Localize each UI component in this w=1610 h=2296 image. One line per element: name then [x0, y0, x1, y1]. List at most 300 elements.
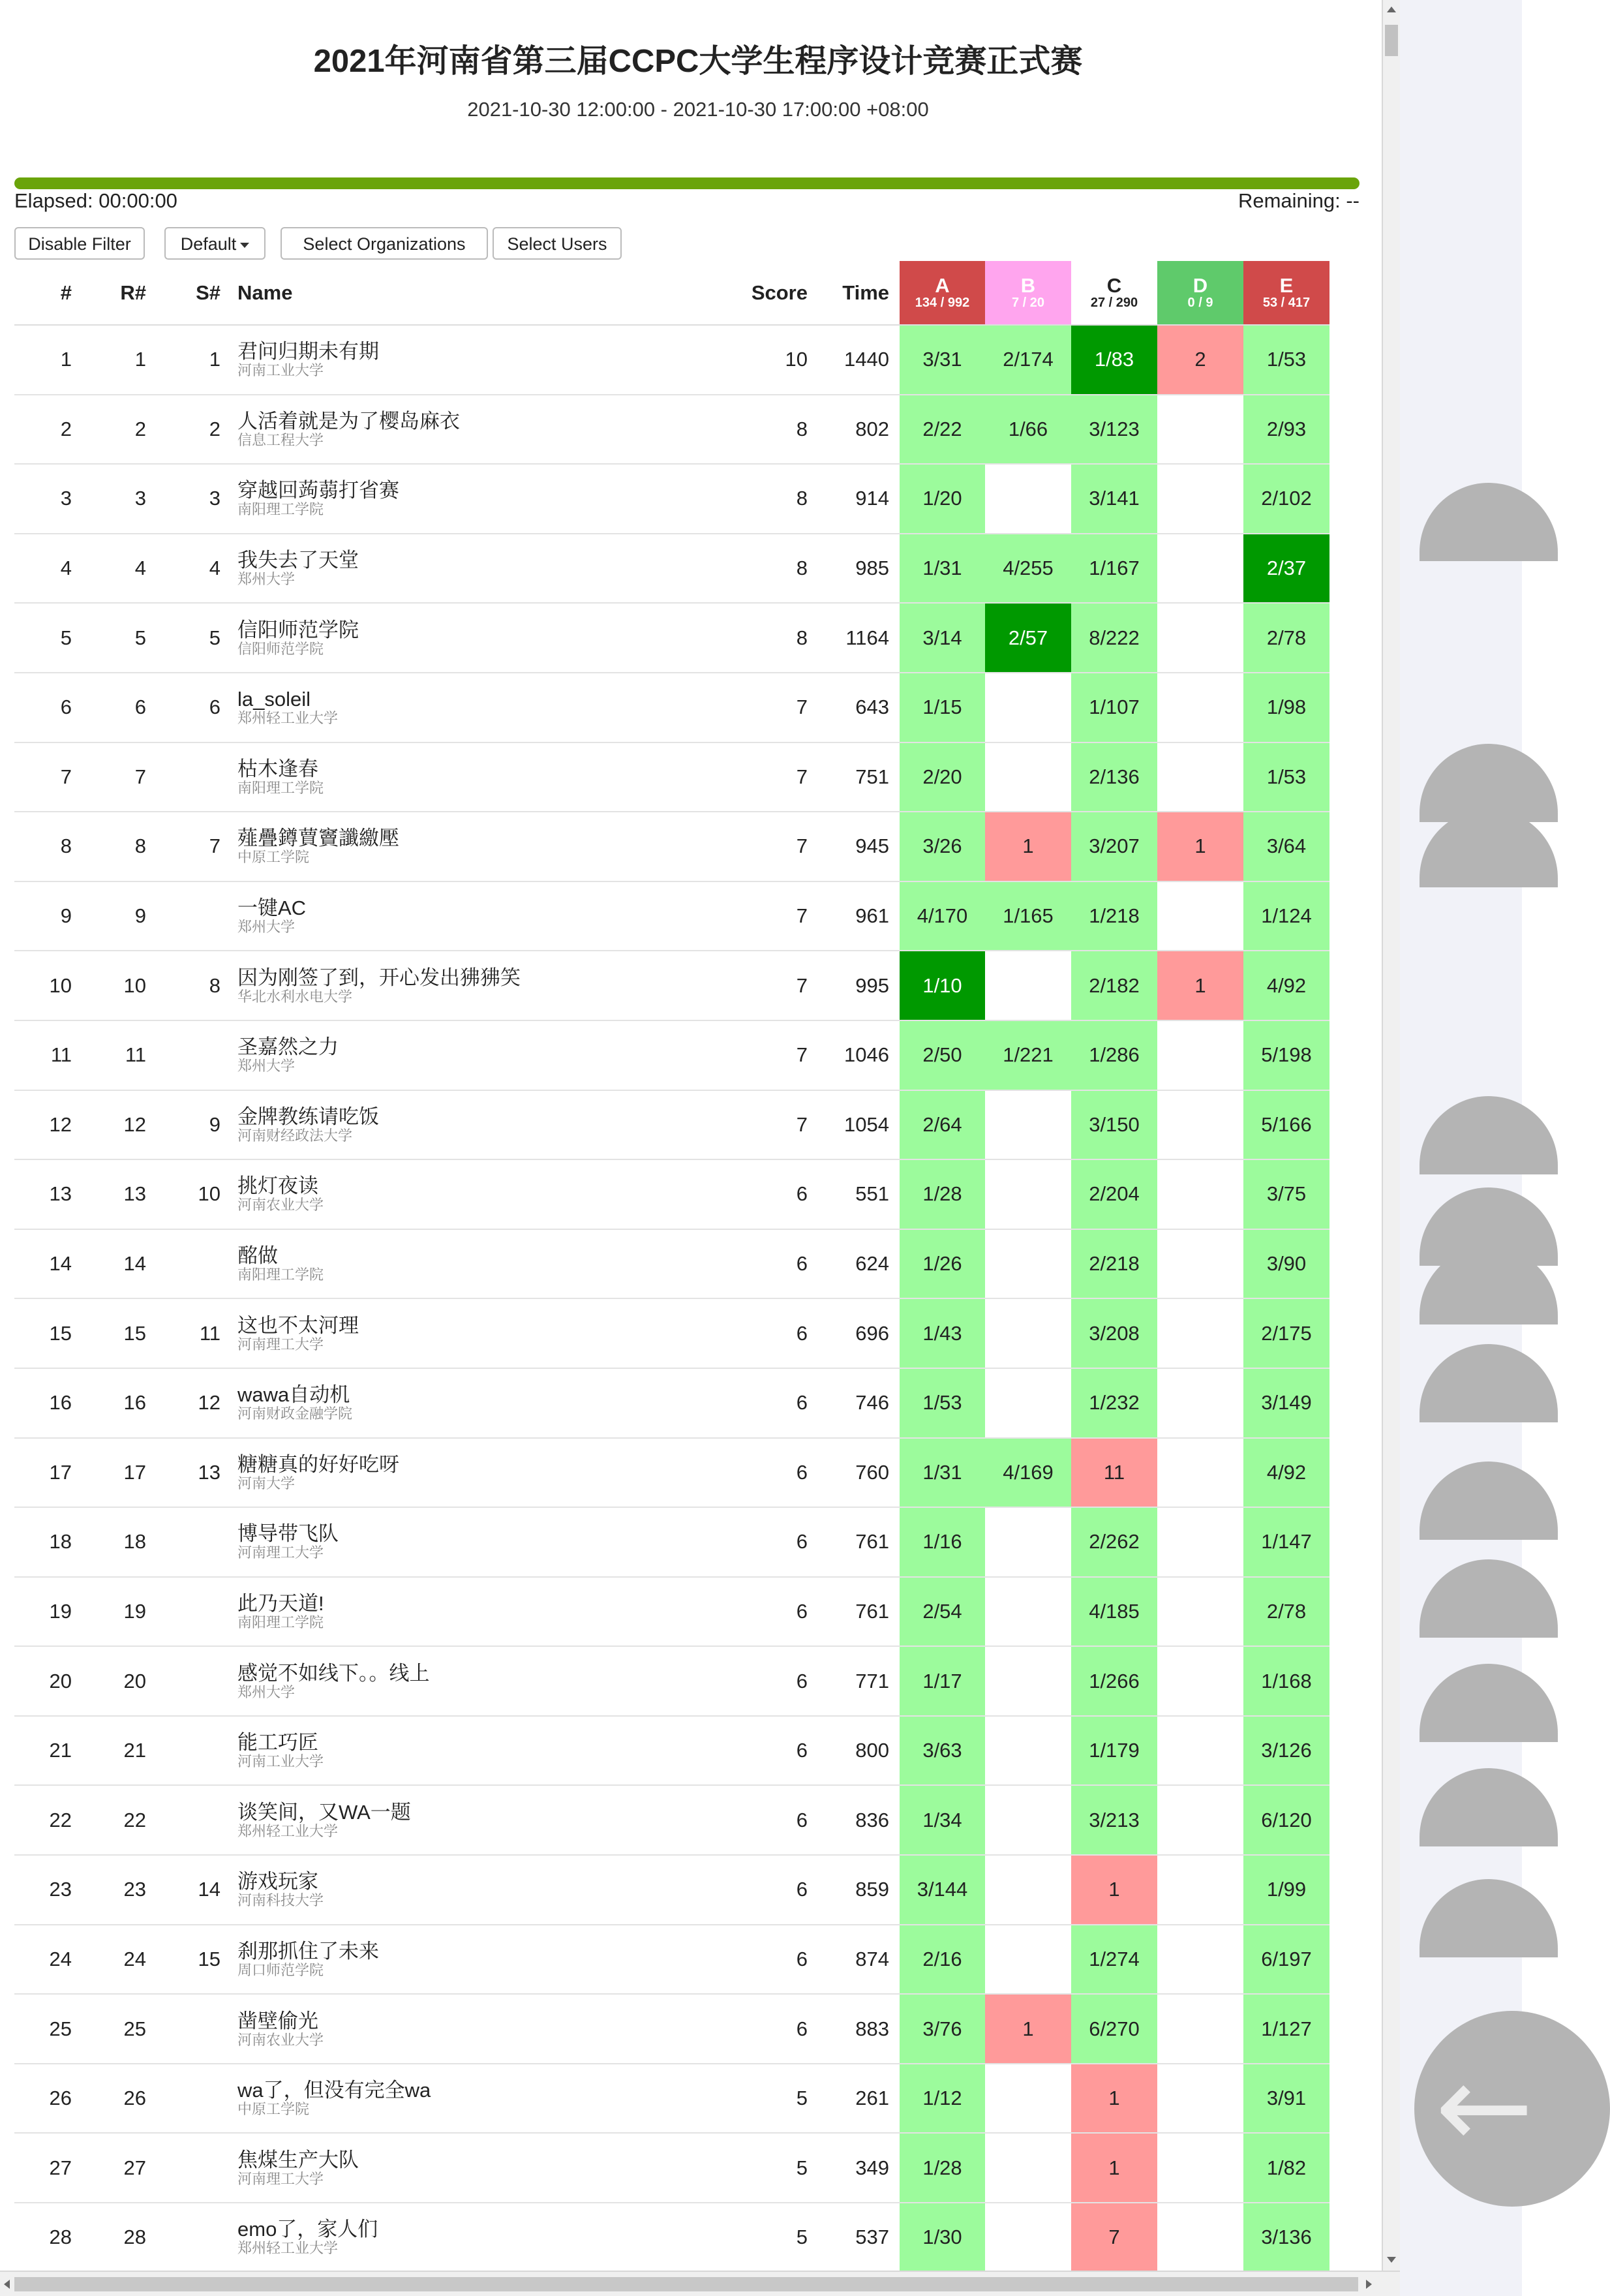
- team-name-cell[interactable]: [223, 603, 748, 673]
- problem-result-cell[interactable]: [985, 1646, 1071, 1716]
- problem-result-cell[interactable]: [985, 1785, 1071, 1855]
- problem-result-cell[interactable]: 5/198: [1243, 1020, 1329, 1090]
- team-name-cell[interactable]: [223, 1994, 748, 2064]
- problem-result-cell[interactable]: [985, 1159, 1071, 1229]
- team-name[interactable]: 金牌教练请吃饭: [237, 1105, 379, 1128]
- problem-header-e[interactable]: [1243, 261, 1329, 325]
- problem-result-cell[interactable]: [1157, 1577, 1243, 1647]
- problem-result-cell[interactable]: 3/141: [1071, 464, 1157, 534]
- s-rank-cell: 11: [160, 1298, 223, 1368]
- problem-result-cell[interactable]: 2/54: [900, 1577, 985, 1647]
- team-name-cell[interactable]: [223, 1716, 748, 1786]
- rank-cell: 23: [14, 1855, 84, 1925]
- select-users-button[interactable]: Select Users: [493, 227, 622, 260]
- medal-bar: [84, 742, 98, 812]
- team-name-cell[interactable]: [223, 1925, 748, 1995]
- problem-result-cell[interactable]: 1/83: [1071, 325, 1157, 395]
- problem-result-cell[interactable]: 1/16: [900, 1507, 985, 1577]
- team-name-cell[interactable]: [223, 464, 748, 534]
- medal-bar: [84, 2064, 98, 2134]
- problem-result-cell[interactable]: 1/127: [1243, 1994, 1329, 2064]
- problem-result-cell[interactable]: 1/53: [900, 1368, 985, 1438]
- problem-result-cell[interactable]: 1/15: [900, 673, 985, 742]
- medal-bar: [84, 464, 98, 534]
- problem-result-cell[interactable]: 4/255: [985, 534, 1071, 604]
- problem-result-cell[interactable]: 2/64: [900, 1090, 985, 1160]
- team-name[interactable]: 枯木逢春: [237, 757, 318, 780]
- remaining-time: Remaining: --: [1238, 189, 1359, 212]
- problem-result-cell[interactable]: [1157, 1994, 1243, 2064]
- problem-result-cell[interactable]: [1157, 2064, 1243, 2134]
- problem-result-cell[interactable]: 4/92: [1243, 1438, 1329, 1508]
- s-rank-cell: [160, 1716, 223, 1786]
- rank-cell: 22: [14, 1785, 84, 1855]
- penalty-time-cell: 995: [819, 951, 900, 1020]
- problem-result-cell[interactable]: 1/221: [985, 1020, 1071, 1090]
- problem-result-cell[interactable]: 1/53: [1243, 325, 1329, 395]
- problem-result-cell[interactable]: 2/182: [1071, 951, 1157, 1020]
- penalty-time-cell: 349: [819, 2133, 900, 2203]
- problem-result-cell[interactable]: 1/232: [1071, 1368, 1157, 1438]
- penalty-time-cell: 696: [819, 1298, 900, 1368]
- problem-result-cell[interactable]: 1/10: [900, 951, 985, 1020]
- medal-bar: [84, 1507, 98, 1577]
- team-name-cell[interactable]: [223, 812, 748, 881]
- problem-result-cell[interactable]: 2/78: [1243, 603, 1329, 673]
- team-name-cell[interactable]: [223, 1090, 748, 1160]
- r-rank-cell: 14: [98, 1229, 160, 1299]
- problem-result-cell[interactable]: 2/262: [1071, 1507, 1157, 1577]
- problem-result-cell[interactable]: 1/274: [1071, 1925, 1157, 1995]
- problem-result-cell[interactable]: 3/149: [1243, 1368, 1329, 1438]
- problem-result-cell[interactable]: [985, 1855, 1071, 1925]
- score-cell: 7: [748, 881, 819, 951]
- team-name-cell[interactable]: [223, 881, 748, 951]
- problem-result-cell[interactable]: 11: [1071, 1438, 1157, 1508]
- problem-result-cell[interactable]: [1157, 603, 1243, 673]
- problem-result-cell[interactable]: [1157, 673, 1243, 742]
- problem-result-cell[interactable]: 6/197: [1243, 1925, 1329, 1995]
- rank-cell: 9: [14, 881, 84, 951]
- team-name[interactable]: 博导带飞队: [237, 1522, 339, 1546]
- r-rank-cell: 24: [98, 1925, 160, 1995]
- problem-result-cell[interactable]: 3/90: [1243, 1229, 1329, 1299]
- problem-result-cell[interactable]: 1/34: [900, 1785, 985, 1855]
- problem-result-cell[interactable]: [1157, 534, 1243, 604]
- problem-result-cell[interactable]: 2/78: [1243, 1577, 1329, 1647]
- problem-result-cell[interactable]: [1157, 1298, 1243, 1368]
- scoreboard-table: [14, 261, 1329, 2273]
- problem-result-cell[interactable]: 2/204: [1071, 1159, 1157, 1229]
- problem-result-cell[interactable]: [985, 673, 1071, 742]
- team-organization: 河南大学: [237, 1475, 296, 1492]
- rank-cell: 18: [14, 1507, 84, 1577]
- team-name-cell[interactable]: [223, 1159, 748, 1229]
- problem-header-c[interactable]: [1071, 261, 1157, 325]
- team-organization: 河南农业大学: [237, 2031, 324, 2048]
- problem-result-cell[interactable]: 2/175: [1243, 1298, 1329, 1368]
- problem-result-cell[interactable]: 1/266: [1071, 1646, 1157, 1716]
- problem-result-cell[interactable]: 2/20: [900, 742, 985, 812]
- problem-result-cell[interactable]: 3/150: [1071, 1090, 1157, 1160]
- score-cell: 7: [748, 1020, 819, 1090]
- disable-filter-button[interactable]: Disable Filter: [14, 227, 145, 260]
- team-name-cell[interactable]: [223, 2064, 748, 2134]
- r-rank-cell: 7: [98, 742, 160, 812]
- team-name-cell[interactable]: [223, 673, 748, 742]
- problem-result-cell[interactable]: [985, 1368, 1071, 1438]
- problem-result-cell[interactable]: 1/17: [900, 1646, 985, 1716]
- table-row[interactable]: [14, 1368, 1329, 1438]
- team-name[interactable]: 信阳师范学院: [237, 618, 359, 641]
- problem-result-cell[interactable]: 2/57: [985, 603, 1071, 673]
- header-r: R#: [98, 261, 160, 325]
- problem-result-cell[interactable]: 8/222: [1071, 603, 1157, 673]
- team-name-cell[interactable]: [223, 1785, 748, 1855]
- problem-result-cell[interactable]: 1/26: [900, 1229, 985, 1299]
- problem-result-cell[interactable]: [1157, 1716, 1243, 1786]
- rank-cell: 25: [14, 1994, 84, 2064]
- problem-result-cell[interactable]: [1157, 742, 1243, 812]
- rank-cell: 27: [14, 2133, 84, 2203]
- problem-result-cell[interactable]: [1157, 1020, 1243, 1090]
- team-name[interactable]: 挑灯夜读: [237, 1174, 318, 1198]
- table-row[interactable]: [14, 1855, 1329, 1925]
- problem-result-cell[interactable]: 4/92: [1243, 951, 1329, 1020]
- problem-result-cell[interactable]: 1/147: [1243, 1507, 1329, 1577]
- team-name[interactable]: 凿壁偷光: [237, 2009, 318, 2032]
- problem-result-cell[interactable]: [1157, 1438, 1243, 1508]
- table-row[interactable]: [14, 1020, 1329, 1090]
- rank-cell: 13: [14, 1159, 84, 1229]
- problem-result-cell[interactable]: 6/120: [1243, 1785, 1329, 1855]
- problem-result-cell[interactable]: [1157, 2133, 1243, 2203]
- score-cell: 6: [748, 1507, 819, 1577]
- team-name-cell[interactable]: [223, 1298, 748, 1368]
- horizontal-scroll-thumb[interactable]: [14, 2277, 1358, 2291]
- table-row[interactable]: [14, 1577, 1329, 1647]
- problem-result-cell[interactable]: 3/136: [1243, 2203, 1329, 2273]
- team-name[interactable]: 此乃天道!: [237, 1591, 324, 1615]
- select-organizations-button[interactable]: Select Organizations: [281, 227, 488, 260]
- problem-result-cell[interactable]: 1/43: [900, 1298, 985, 1368]
- score-cell: 6: [748, 1785, 819, 1855]
- problem-result-cell[interactable]: 2/50: [900, 1020, 985, 1090]
- s-rank-cell: 10: [160, 1159, 223, 1229]
- problem-result-cell[interactable]: 4/170: [900, 881, 985, 951]
- team-organization: 中原工学院: [237, 2101, 310, 2118]
- rank-cell: 19: [14, 1577, 84, 1647]
- problem-result-cell[interactable]: [985, 1229, 1071, 1299]
- problem-result-cell[interactable]: [985, 1090, 1071, 1160]
- team-organization: 河南工业大学: [237, 1753, 324, 1770]
- problem-result-cell[interactable]: 1: [985, 812, 1071, 881]
- contest-time-range: 2021-10-30 12:00:00 - 2021-10-30 17:00:00 +08:00: [467, 98, 929, 121]
- table-row[interactable]: [14, 742, 1329, 812]
- team-name[interactable]: la_soleil: [237, 688, 311, 711]
- problem-result-cell[interactable]: 2: [1157, 325, 1243, 395]
- s-rank-cell: [160, 1229, 223, 1299]
- problem-result-cell[interactable]: 1/167: [1071, 534, 1157, 604]
- problem-result-cell[interactable]: [1157, 1507, 1243, 1577]
- problem-result-cell[interactable]: [1157, 1855, 1243, 1925]
- team-name-cell[interactable]: [223, 1855, 748, 1925]
- problem-result-cell[interactable]: 3/91: [1243, 2064, 1329, 2134]
- table-row[interactable]: [14, 1994, 1329, 2064]
- team-name-cell[interactable]: [223, 1020, 748, 1090]
- problem-result-cell[interactable]: 3/14: [900, 603, 985, 673]
- r-rank-cell: 25: [98, 1994, 160, 2064]
- table-row[interactable]: [14, 951, 1329, 1020]
- problem-result-cell[interactable]: [985, 1298, 1071, 1368]
- table-row[interactable]: [14, 1507, 1329, 1577]
- team-name-cell[interactable]: [223, 1507, 748, 1577]
- problem-result-cell[interactable]: 1/98: [1243, 673, 1329, 742]
- problem-result-cell[interactable]: [985, 1716, 1071, 1786]
- r-rank-cell: 11: [98, 1020, 160, 1090]
- problem-result-cell[interactable]: 4/169: [985, 1438, 1071, 1508]
- problem-result-cell[interactable]: 2/218: [1071, 1229, 1157, 1299]
- problem-result-cell[interactable]: 1/168: [1243, 1646, 1329, 1716]
- team-name-cell[interactable]: [223, 1368, 748, 1438]
- team-name[interactable]: 焦煤生产大队: [237, 2148, 359, 2171]
- problem-result-cell[interactable]: 1: [1071, 1855, 1157, 1925]
- problem-result-cell[interactable]: 1/124: [1243, 881, 1329, 951]
- table-row[interactable]: [14, 1438, 1329, 1508]
- problem-result-cell[interactable]: [1157, 1785, 1243, 1855]
- rank-cell: 21: [14, 1716, 84, 1786]
- problem-result-cell[interactable]: [1157, 1368, 1243, 1438]
- problem-result-cell[interactable]: [1157, 1159, 1243, 1229]
- team-name[interactable]: 糖糖真的好好吃呀: [237, 1452, 399, 1476]
- problem-result-cell[interactable]: [985, 1925, 1071, 1995]
- team-organization: 郑州大学: [237, 1058, 296, 1075]
- problem-result-cell[interactable]: 3/123: [1071, 395, 1157, 465]
- problem-result-cell[interactable]: 3/213: [1071, 1785, 1157, 1855]
- team-name-cell[interactable]: [223, 325, 748, 395]
- problem-result-cell[interactable]: 2/37: [1243, 534, 1329, 604]
- team-name[interactable]: 这也不太河理: [237, 1313, 359, 1337]
- scroll-right-arrow-icon[interactable]: [1366, 2280, 1372, 2289]
- medal-bar: [84, 1438, 98, 1508]
- medal-bar: [84, 534, 98, 604]
- scroll-left-arrow-icon[interactable]: [4, 2280, 10, 2289]
- team-name[interactable]: 薤疊鐏蕒竇讖繳壓: [237, 827, 399, 850]
- team-name[interactable]: emo了，家人们: [237, 2218, 378, 2241]
- scroll-up-arrow-icon[interactable]: [1387, 7, 1396, 12]
- problem-result-cell[interactable]: 1/99: [1243, 1855, 1329, 1925]
- table-row[interactable]: [14, 2064, 1329, 2134]
- table-row[interactable]: [14, 1646, 1329, 1716]
- team-name[interactable]: 君问归期未有期: [237, 340, 379, 363]
- team-name[interactable]: 我失去了天堂: [237, 549, 359, 572]
- problem-result-cell[interactable]: 1/30: [900, 2203, 985, 2273]
- team-name-cell[interactable]: [223, 534, 748, 604]
- problem-result-cell[interactable]: 1/20: [900, 464, 985, 534]
- team-name[interactable]: 酩做: [237, 1244, 278, 1268]
- problem-result-cell[interactable]: [1157, 464, 1243, 534]
- table-row[interactable]: [14, 2203, 1329, 2273]
- team-name[interactable]: 穿越回蒟蒻打省赛: [237, 479, 399, 502]
- problem-header-a[interactable]: [900, 261, 985, 325]
- vertical-scroll-thumb[interactable]: [1385, 25, 1398, 56]
- problem-result-cell[interactable]: 2/16: [900, 1925, 985, 1995]
- medal-bar: [84, 1298, 98, 1368]
- table-row[interactable]: [14, 325, 1329, 395]
- team-organization: 南阳理工学院: [237, 1266, 324, 1283]
- problem-result-cell[interactable]: 1: [1071, 2133, 1157, 2203]
- problem-result-cell[interactable]: 1/107: [1071, 673, 1157, 742]
- problem-result-cell[interactable]: 1: [1157, 951, 1243, 1020]
- problem-result-cell[interactable]: [985, 2203, 1071, 2273]
- problem-result-cell[interactable]: 3/207: [1071, 812, 1157, 881]
- problem-result-cell[interactable]: 1/165: [985, 881, 1071, 951]
- problem-result-cell[interactable]: [985, 2133, 1071, 2203]
- team-name[interactable]: 游戏玩家: [237, 1870, 318, 1893]
- team-name[interactable]: 圣嘉然之力: [237, 1035, 339, 1059]
- team-name-cell[interactable]: [223, 2133, 748, 2203]
- problem-result-cell[interactable]: 1/179: [1071, 1716, 1157, 1786]
- problem-result-cell[interactable]: [985, 464, 1071, 534]
- scroll-arc-icon: [1420, 483, 1558, 561]
- table-row[interactable]: [14, 603, 1329, 673]
- problem-result-cell[interactable]: [1157, 2203, 1243, 2273]
- team-name-cell[interactable]: [223, 1577, 748, 1647]
- problem-result-cell[interactable]: 7: [1071, 2203, 1157, 2273]
- problem-result-cell[interactable]: [1157, 1925, 1243, 1995]
- problem-result-cell[interactable]: 2/174: [985, 325, 1071, 395]
- problem-result-cell[interactable]: 1/31: [900, 534, 985, 604]
- problem-header-d[interactable]: [1157, 261, 1243, 325]
- problem-result-cell[interactable]: 2/22: [900, 395, 985, 465]
- table-row[interactable]: [14, 1090, 1329, 1160]
- problem-result-cell[interactable]: [1157, 1229, 1243, 1299]
- team-name-cell[interactable]: [223, 742, 748, 812]
- problem-result-cell[interactable]: [985, 951, 1071, 1020]
- problem-result-cell[interactable]: 1/31: [900, 1438, 985, 1508]
- problem-result-cell[interactable]: 6/270: [1071, 1994, 1157, 2064]
- problem-result-cell[interactable]: 1/12: [900, 2064, 985, 2134]
- table-row[interactable]: [14, 1298, 1329, 1368]
- scroll-down-arrow-icon[interactable]: [1387, 2257, 1396, 2263]
- team-name-cell[interactable]: [223, 1229, 748, 1299]
- score-cell: 6: [748, 1438, 819, 1508]
- s-rank-cell: [160, 742, 223, 812]
- problem-result-cell[interactable]: 3/63: [900, 1716, 985, 1786]
- team-name[interactable]: wa了，但没有完全wa: [237, 2079, 431, 2102]
- team-name[interactable]: 能工巧匠: [237, 1731, 318, 1754]
- team-organization: 南阳理工学院: [237, 501, 324, 518]
- problem-result-cell[interactable]: [1157, 395, 1243, 465]
- problem-result-cell[interactable]: 3/144: [900, 1855, 985, 1925]
- s-rank-cell: [160, 1785, 223, 1855]
- problem-result-cell[interactable]: [985, 2064, 1071, 2134]
- problem-result-cell[interactable]: [985, 1577, 1071, 1647]
- table-row[interactable]: [14, 673, 1329, 742]
- problem-result-cell[interactable]: 1/66: [985, 395, 1071, 465]
- score-cell: 7: [748, 1090, 819, 1160]
- team-organization: 郑州大学: [237, 919, 296, 936]
- table-row[interactable]: [14, 464, 1329, 534]
- table-row[interactable]: [14, 1785, 1329, 1855]
- table-row[interactable]: [14, 2133, 1329, 2203]
- r-rank-cell: 12: [98, 1090, 160, 1160]
- problem-result-cell[interactable]: [1157, 1646, 1243, 1716]
- r-rank-cell: 5: [98, 603, 160, 673]
- team-name[interactable]: 谈笑间，又WA一题: [237, 1800, 411, 1824]
- problem-result-cell[interactable]: 1: [1157, 812, 1243, 881]
- r-rank-cell: 27: [98, 2133, 160, 2203]
- team-name-cell[interactable]: [223, 1438, 748, 1508]
- problem-result-cell[interactable]: 2/136: [1071, 742, 1157, 812]
- default-dropdown-button[interactable]: [164, 227, 266, 260]
- table-row[interactable]: [14, 881, 1329, 951]
- problem-result-cell[interactable]: 4/185: [1071, 1577, 1157, 1647]
- problem-result-cell[interactable]: 2/102: [1243, 464, 1329, 534]
- penalty-time-cell: 985: [819, 534, 900, 604]
- problem-result-cell[interactable]: 1/53: [1243, 742, 1329, 812]
- table-row[interactable]: [14, 1716, 1329, 1786]
- problem-result-cell[interactable]: 3/64: [1243, 812, 1329, 881]
- problem-result-cell[interactable]: [985, 1507, 1071, 1577]
- table-row[interactable]: [14, 1925, 1329, 1995]
- problem-result-cell[interactable]: 1/28: [900, 1159, 985, 1229]
- problem-result-cell[interactable]: 3/75: [1243, 1159, 1329, 1229]
- problem-result-cell[interactable]: [985, 742, 1071, 812]
- score-cell: 7: [748, 742, 819, 812]
- team-name-cell[interactable]: [223, 1646, 748, 1716]
- problem-result-cell[interactable]: 1/218: [1071, 881, 1157, 951]
- problem-result-cell[interactable]: 3/26: [900, 812, 985, 881]
- team-name[interactable]: 一键AC: [237, 896, 307, 920]
- problem-result-cell[interactable]: [1157, 1090, 1243, 1160]
- horizontal-scrollbar[interactable]: [0, 2271, 1400, 2296]
- team-name-cell[interactable]: [223, 2203, 748, 2273]
- table-row[interactable]: [14, 395, 1329, 465]
- problem-result-cell[interactable]: 1/286: [1071, 1020, 1157, 1090]
- problem-result-cell[interactable]: 5/166: [1243, 1090, 1329, 1160]
- team-name[interactable]: wawa自动机: [237, 1383, 350, 1407]
- problem-result-cell[interactable]: [1157, 881, 1243, 951]
- problem-header-b[interactable]: [985, 261, 1071, 325]
- problem-result-cell[interactable]: 3/126: [1243, 1716, 1329, 1786]
- problem-result-cell[interactable]: 3/208: [1071, 1298, 1157, 1368]
- table-row[interactable]: [14, 812, 1329, 881]
- problem-result-cell[interactable]: 1/82: [1243, 2133, 1329, 2203]
- table-row[interactable]: [14, 1229, 1329, 1299]
- table-row[interactable]: [14, 534, 1329, 604]
- vertical-scrollbar[interactable]: [1382, 0, 1400, 2271]
- problem-result-cell[interactable]: 1: [985, 1994, 1071, 2064]
- problem-result-cell[interactable]: 1/28: [900, 2133, 985, 2203]
- team-name[interactable]: 刹那抓住了未来: [237, 1939, 379, 1963]
- team-name[interactable]: 因为刚签了到，开心发出狒狒笑: [237, 966, 521, 989]
- team-name-cell[interactable]: [223, 395, 748, 465]
- penalty-time-cell: 836: [819, 1785, 900, 1855]
- problem-result-cell[interactable]: 1: [1071, 2064, 1157, 2134]
- medal-bar: [84, 1646, 98, 1716]
- team-name[interactable]: 感觉不如线下。。线上: [237, 1661, 430, 1685]
- problem-result-cell[interactable]: 2/93: [1243, 395, 1329, 465]
- r-rank-cell: 9: [98, 881, 160, 951]
- table-row[interactable]: [14, 1159, 1329, 1229]
- problem-result-cell[interactable]: 3/76: [900, 1994, 985, 2064]
- problem-result-cell[interactable]: 3/31: [900, 325, 985, 395]
- penalty-time-cell: 1046: [819, 1020, 900, 1090]
- team-name-cell[interactable]: [223, 951, 748, 1020]
- team-organization: 河南财政金融学院: [237, 1405, 353, 1422]
- team-name[interactable]: 人活着就是为了樱岛麻衣: [237, 409, 460, 433]
